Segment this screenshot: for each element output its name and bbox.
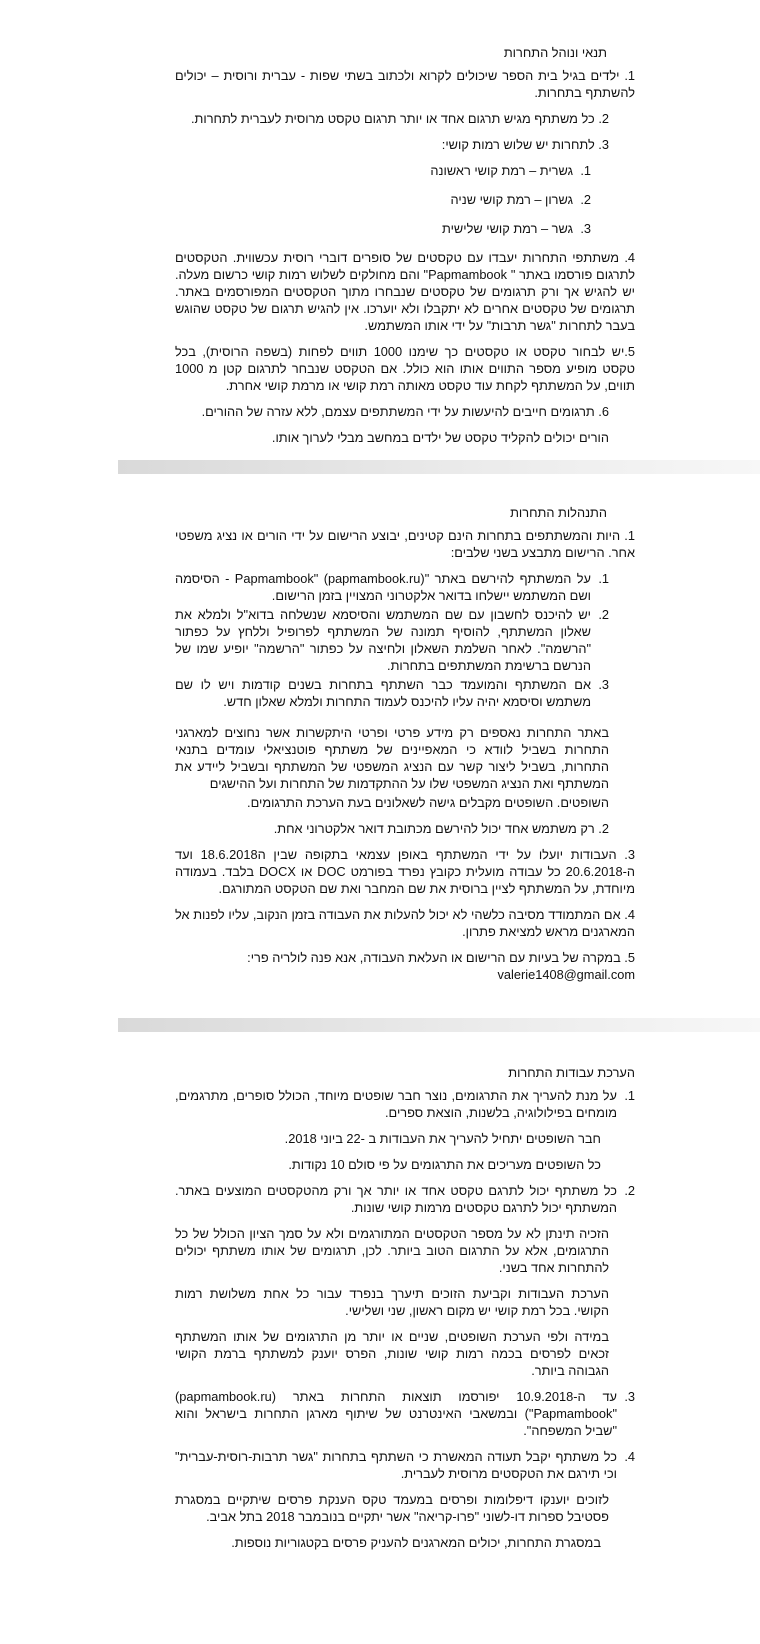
rule-4: 4. משתתפי התחרות יעבדו עם טקסטים של סופרים דוברי רוסית עכשווית. הטקסטים לתרגום פורסמו באתר " Papmambook" והם מחולקים לשלוש רמות קושי כרשום מעלה. יש להגיש אך ורק תרגומים של טקסטים שנבחרו מתוך הטקסטים המפורסמים באתר. תרגומים של טקסטים אחרים לא יתקבלו ולא יוערכו. אין להגיש תרגום של טקסט שהוגש בעבר לתחרות "גשר תרבות" על ידי אותו המשתמש. <box>175 250 635 333</box>
privacy-note: באתר התחרות נאספים רק מידע פרטי ופרטי היתקשרות אשר נחוצים למארגני התחרות בשביל לוודא כי המאפיינים של משתתף פוטנציאלי עומדים בתנאי התחרות, בשביל ליצור קשר עם הנציג המשפטי של המשתתף ובשביל ליידע את המשתתף ואת הנציג המשפטי שלו על ההתקדמות של התחרות ועל ההישגים <box>175 725 609 791</box>
list-item <box>175 1388 635 1439</box>
list-item <box>175 606 609 674</box>
list-number: 4. <box>624 1449 635 1464</box>
section-evaluation <box>175 1064 635 1560</box>
rule-1: 1. ילדים בגיל בית הספר שיכולים לקרוא ולכתוב בשתי שפות - עברית ורוסית – יכולים להשתתף בתחרות. <box>175 68 635 100</box>
procedure-4: 4. אם המתמודד מסיבה כלשהי לא יכול להעלות את העבודה בזמן הנקוב, עליו לפנות אל המארגנים מראש למציאת פתרון. <box>175 907 635 939</box>
list-text: יש להיכנס לחשבון עם שם המשתמש והסיסמא שנשלחה בדוא"ל ולמלא את שאלון המשתתף, להוסיף תמונה של המשתתף לפרופיל וללחץ על כפתור "הרשמה". לאחר השלמת השאלון ולחיצה על כפתור "הרשמה" יופיע שמו של הנרשם ברשימת המשתתפים בתחרות. <box>175 607 591 673</box>
multiple-prizes: במידה ולפי הערכת השופטים, שניים או יותר מן התרגומים של אותו המשתתף זכאים לפרסים בכמה רמות קושי שונות, הפרס יוענק למשתתף ברמת הקושי הגבוהה ביותר. <box>175 1329 609 1378</box>
section-divider <box>118 460 760 474</box>
list-number: 3. <box>580 221 591 236</box>
procedure-3: 3. העבודות יועלו על ידי המשתתף באופן עצמאי בתקופה שבין ה18.6.2018 ועד ה-20.6.2018 כל עבודה מועלית כקובץ נפרד בפורמט DOC או DOCX בלבד. בעמודה מיוחדת, על המשתתף לציין ברוסית את שם המחבר ואת שם הטקסט המתורגם. <box>175 847 635 896</box>
list-number: 2. <box>624 1183 635 1198</box>
judging-scale: כל השופטים מעריכים את התרגומים על פי סולם 10 נקודות. <box>288 1157 601 1172</box>
list-item <box>175 162 591 179</box>
list-text: על המשתתף להירשם באתר "Papmambook" (papmambook.ru) - הסיסמה ושם המשתמש יישלחו בדואר אלקטרוני המצויין בזמן הרישום. <box>175 571 591 603</box>
list-number: 2. <box>580 192 591 207</box>
list-item <box>175 1087 635 1121</box>
difficulty-levels <box>175 162 635 237</box>
section-title: התנהלות התחרות <box>510 505 607 520</box>
procedure-5 <box>175 949 635 983</box>
winning-criteria: הזכיה תינתן לא על מספר הטקסטים המתורגמים ולא על סמך הציון הכולל של כל התרגומים, אלא על התרגום הטוב ביותר. לכן, תרגומים של אותו משתתף יכולים להתחרות אחד בשני. <box>175 1226 609 1275</box>
list-number: 1. <box>624 1088 635 1103</box>
procedure-2: 2. רק משתמש אחד יכול להירשם מכתובת דואר אלקטרוני אחת. <box>273 821 609 836</box>
award-ceremony: לזוכים יוענקו דיפלומות ופרסים במעמד טקס הענקת פרסים שיתקיים במסגרת פסטיבל ספרות דו-לשוני "פרו-קריאה" אשר יתקיים בנובמבר 2018 בתל אביב. <box>175 1492 609 1524</box>
rule-3: 3. לתחרות יש שלוש רמות קושי: <box>441 137 609 152</box>
list-number: 3. <box>624 1389 635 1404</box>
list-item <box>175 1448 635 1482</box>
list-text: גשר – רמת קושי שלישית <box>442 221 573 236</box>
list-text: גשרון – רמת קושי שניה <box>450 192 573 207</box>
rule-6: 6. תרגומים חייבים להיעשות על ידי המשתתפים עצמם, ללא עזרה של ההורים. <box>201 404 609 419</box>
section-rules <box>175 44 635 455</box>
list-item <box>175 191 591 208</box>
list-text: גשרית – רמת קושי ראשונה <box>430 163 573 178</box>
list-number: 1. <box>580 163 591 178</box>
list-item <box>175 220 591 237</box>
rule-5: 5.יש לבחור טקסט או טקסטים כך שימנו 1000 תווים לפחות (בשפה הרוסית), בכל טקסט מופיע מספר התווים אותו הוא כולל. אם הטקסט שנבחר לתרגום קטן מ 1000 תווים, על המשתתף לקחת עוד טקסט מאותה רמת קושי או מרמת קושי אחרת. <box>175 344 635 393</box>
list-number: 1. <box>598 571 609 586</box>
section-title: הערכת עבודות התחרות <box>508 1065 635 1080</box>
rule-2: 2. כל משתתף מגיש תרגום אחד או יותר תרגום טקסט מרוסית לעברית לתחרות. <box>190 111 609 126</box>
privacy-note-end: השופטים. השופטים מקבלים גישה לשאלונים בעת הערכת התרגומים. <box>247 795 609 810</box>
list-item <box>175 1182 635 1216</box>
list-text: אם המשתתף והמועמד כבר השתתף בתחרות בשנים קודמות ויש לו שם משתמש וסיסמא יהיה עליו להיכנס לעמוד התחרות ולמלא שאלון חדש. <box>175 677 591 709</box>
list-text: עד ה-10.9.2018 יפורסמו תוצאות התחרות באתר (papmambook.ru) "Papmambook") ובמשאבי האינטרנט של שיתוף מארגן התחרות בישראל והוא "שביל המשפחה". <box>175 1389 617 1438</box>
extra-categories: במסגרת התחרות, יכולים המארגנים להעניק פרסים בקטגוריות נוספות. <box>231 1535 601 1550</box>
contact-text: 5. במקרה של בעיות עם הרישום או העלאת העבודה, אנא פנה לולריה פרי: <box>247 950 635 965</box>
section-procedure <box>175 504 635 983</box>
winner-levels: הערכת העבודות וקביעת הזוכים תיערך בנפרד עבור כל אחת משלושת רמות הקושי. בכל רמת קושי יש מקום ראשון, שני ושלישי. <box>175 1286 609 1318</box>
registration-steps <box>175 570 635 710</box>
list-number: 2. <box>598 607 609 622</box>
list-text: על מנת להעריך את התרגומים, נוצר חבר שופטים מיוחד, הכולל סופרים, מתרגמים, מומחים בפילולוגיה, בלשנות, הוצאת ספרים. <box>175 1088 617 1120</box>
section-divider <box>118 1018 760 1032</box>
list-item <box>175 570 609 604</box>
judging-start: חבר השופטים יתחיל להעריך את העבודות ב -22 ביוני 2018. <box>284 1131 601 1146</box>
list-item <box>175 676 609 710</box>
rule-7: הורים יכולים להקליד טקסט של ילדים במחשב מבלי לערוך אותו. <box>271 430 609 445</box>
section-title: תנאי ונוהל התחרות <box>503 45 607 60</box>
procedure-1: 1. היות והמשתתפים בתחרות הינם קטינים, יבוצע הרישום על ידי הורים או נציג משפטי אחר. הרישום מתבצע בשני שלבים: <box>175 528 635 560</box>
list-text: כל משתתף יקבל תעודה המאשרת כי השתתף בתחרות "גשר תרבות-רוסית-עברית" וכי תירגם את הטקסטים מרוסית לעברית. <box>175 1449 617 1481</box>
contact-email[interactable]: valerie1408@gmail.com <box>497 967 635 982</box>
list-text: כל משתתף יכול לתרגם טקסט אחד או יותר אך ורק מהטקסטים המוצעים באתר. המשתתף יכול לתרגם טקסטים מרמות קושי שונות. <box>175 1183 617 1215</box>
list-number: 3. <box>598 677 609 692</box>
